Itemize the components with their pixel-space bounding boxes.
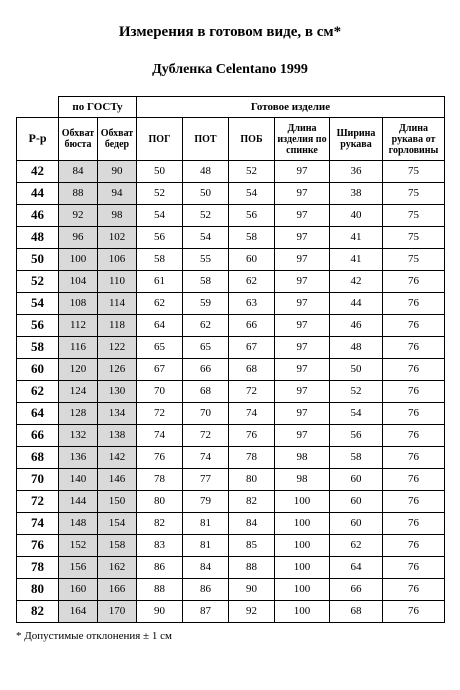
table-cell: 75 <box>383 249 445 271</box>
size-cell: 72 <box>17 491 59 513</box>
table-cell: 60 <box>330 469 383 491</box>
table-cell: 76 <box>137 447 183 469</box>
table-cell: 75 <box>383 227 445 249</box>
table-cell: 56 <box>330 425 383 447</box>
table-cell: 60 <box>229 249 275 271</box>
table-cell: 64 <box>137 315 183 337</box>
table-row <box>17 535 445 557</box>
table-cell: 55 <box>183 249 229 271</box>
table-cell: 68 <box>183 381 229 403</box>
table-row <box>17 161 445 183</box>
column-header: Обхват бюста <box>59 118 98 161</box>
table-cell: 75 <box>383 205 445 227</box>
table-cell: 72 <box>229 381 275 403</box>
table-cell: 58 <box>137 249 183 271</box>
gost-cell: 164 <box>59 601 98 623</box>
table-row <box>17 227 445 249</box>
table-cell: 82 <box>137 513 183 535</box>
table-row <box>17 601 445 623</box>
table-cell: 66 <box>229 315 275 337</box>
table-cell: 97 <box>275 271 330 293</box>
table-cell: 36 <box>330 161 383 183</box>
size-cell: 78 <box>17 557 59 579</box>
table-cell: 76 <box>383 293 445 315</box>
table-row <box>17 557 445 579</box>
size-cell: 66 <box>17 425 59 447</box>
table-row <box>17 403 445 425</box>
size-cell: 68 <box>17 447 59 469</box>
table-cell: 76 <box>383 403 445 425</box>
table-cell: 97 <box>275 337 330 359</box>
gost-cell: 158 <box>98 535 137 557</box>
table-cell: 100 <box>275 579 330 601</box>
table-row <box>17 183 445 205</box>
table-cell: 48 <box>330 337 383 359</box>
table-cell: 67 <box>229 337 275 359</box>
table-cell: 62 <box>229 271 275 293</box>
table-cell: 86 <box>137 557 183 579</box>
table-cell: 62 <box>137 293 183 315</box>
table-cell: 97 <box>275 205 330 227</box>
table-cell: 100 <box>275 513 330 535</box>
gost-cell: 122 <box>98 337 137 359</box>
size-cell: 54 <box>17 293 59 315</box>
table-cell: 90 <box>229 579 275 601</box>
table-row <box>17 447 445 469</box>
column-header: Обхват бедер <box>98 118 137 161</box>
table-cell: 38 <box>330 183 383 205</box>
gost-cell: 126 <box>98 359 137 381</box>
gost-cell: 170 <box>98 601 137 623</box>
table-cell: 52 <box>330 381 383 403</box>
table-cell: 61 <box>137 271 183 293</box>
gost-cell: 132 <box>59 425 98 447</box>
table-cell: 59 <box>183 293 229 315</box>
table-cell: 58 <box>183 271 229 293</box>
table-cell: 60 <box>330 491 383 513</box>
table-cell: 70 <box>137 381 183 403</box>
table-cell: 52 <box>137 183 183 205</box>
table-row <box>17 293 445 315</box>
gost-cell: 102 <box>98 227 137 249</box>
footnote: * Допустимые отклонения ± 1 см <box>16 630 172 642</box>
table-cell: 76 <box>383 359 445 381</box>
table-row <box>17 337 445 359</box>
size-cell: 50 <box>17 249 59 271</box>
table-cell: 76 <box>383 513 445 535</box>
gost-cell: 148 <box>59 513 98 535</box>
table-cell: 66 <box>183 359 229 381</box>
table-cell: 76 <box>383 337 445 359</box>
table-cell: 84 <box>229 513 275 535</box>
gost-cell: 112 <box>59 315 98 337</box>
table-cell: 50 <box>137 161 183 183</box>
gost-cell: 114 <box>98 293 137 315</box>
size-cell: 60 <box>17 359 59 381</box>
table-body <box>17 161 445 623</box>
table-row <box>17 271 445 293</box>
table-cell: 83 <box>137 535 183 557</box>
table-cell: 97 <box>275 183 330 205</box>
table-row <box>17 249 445 271</box>
table-cell: 98 <box>275 469 330 491</box>
size-cell: 48 <box>17 227 59 249</box>
table-cell: 50 <box>183 183 229 205</box>
size-cell: 62 <box>17 381 59 403</box>
gost-cell: 110 <box>98 271 137 293</box>
table-cell: 97 <box>275 359 330 381</box>
gost-cell: 144 <box>59 491 98 513</box>
size-table <box>16 96 445 623</box>
gost-cell: 150 <box>98 491 137 513</box>
table-cell: 67 <box>137 359 183 381</box>
page-title: Измерения в готовом виде, в см* <box>118 24 342 40</box>
finished-group-header: Готовое изделие <box>137 97 445 118</box>
table-row <box>17 491 445 513</box>
size-cell: 46 <box>17 205 59 227</box>
empty-corner-cell <box>17 97 59 118</box>
table-cell: 85 <box>229 535 275 557</box>
column-header: ПОГ <box>137 118 183 161</box>
table-cell: 98 <box>275 447 330 469</box>
gost-cell: 88 <box>59 183 98 205</box>
table-row <box>17 469 445 491</box>
table-cell: 56 <box>137 227 183 249</box>
gost-cell: 84 <box>59 161 98 183</box>
size-cell: 42 <box>17 161 59 183</box>
table-cell: 41 <box>330 249 383 271</box>
table-cell: 76 <box>383 271 445 293</box>
gost-cell: 154 <box>98 513 137 535</box>
product-subtitle: Дубленка Celentano 1999 <box>152 62 308 77</box>
table-cell: 70 <box>183 403 229 425</box>
size-cell: 80 <box>17 579 59 601</box>
gost-cell: 98 <box>98 205 137 227</box>
gost-cell: 160 <box>59 579 98 601</box>
table-cell: 50 <box>330 359 383 381</box>
table-cell: 78 <box>137 469 183 491</box>
table-cell: 74 <box>183 447 229 469</box>
gost-cell: 118 <box>98 315 137 337</box>
column-header: ПОБ <box>229 118 275 161</box>
table-cell: 52 <box>183 205 229 227</box>
table-cell: 76 <box>383 557 445 579</box>
table-cell: 41 <box>330 227 383 249</box>
table-cell: 72 <box>183 425 229 447</box>
table-cell: 88 <box>229 557 275 579</box>
gost-cell: 92 <box>59 205 98 227</box>
table-cell: 58 <box>229 227 275 249</box>
table-cell: 82 <box>229 491 275 513</box>
column-header: Длина изделия по спинке <box>275 118 330 161</box>
table-cell: 87 <box>183 601 229 623</box>
table-cell: 54 <box>183 227 229 249</box>
table-cell: 78 <box>229 447 275 469</box>
table-cell: 76 <box>383 447 445 469</box>
gost-cell: 104 <box>59 271 98 293</box>
gost-cell: 166 <box>98 579 137 601</box>
table-cell: 76 <box>383 425 445 447</box>
size-cell: 64 <box>17 403 59 425</box>
table-cell: 48 <box>183 161 229 183</box>
table-cell: 97 <box>275 161 330 183</box>
table-cell: 63 <box>229 293 275 315</box>
table-cell: 52 <box>229 161 275 183</box>
table-cell: 76 <box>383 315 445 337</box>
table-cell: 75 <box>383 161 445 183</box>
gost-cell: 130 <box>98 381 137 403</box>
size-cell: 76 <box>17 535 59 557</box>
table-cell: 54 <box>330 403 383 425</box>
table-cell: 97 <box>275 381 330 403</box>
table-cell: 74 <box>137 425 183 447</box>
table-cell: 92 <box>229 601 275 623</box>
table-cell: 68 <box>229 359 275 381</box>
size-cell: 52 <box>17 271 59 293</box>
table-cell: 88 <box>137 579 183 601</box>
table-cell: 97 <box>275 249 330 271</box>
table-cell: 81 <box>183 513 229 535</box>
table-cell: 76 <box>383 601 445 623</box>
column-header: Длина рукава от горловины <box>383 118 445 161</box>
gost-cell: 120 <box>59 359 98 381</box>
table-row <box>17 579 445 601</box>
gost-cell: 134 <box>98 403 137 425</box>
gost-cell: 94 <box>98 183 137 205</box>
gost-cell: 124 <box>59 381 98 403</box>
table-cell: 54 <box>229 183 275 205</box>
table-cell: 74 <box>229 403 275 425</box>
table-cell: 75 <box>383 183 445 205</box>
table-cell: 80 <box>229 469 275 491</box>
size-column-header: Р-р <box>17 118 59 161</box>
table-cell: 79 <box>183 491 229 513</box>
table-cell: 76 <box>383 579 445 601</box>
table-cell: 81 <box>183 535 229 557</box>
table-cell: 68 <box>330 601 383 623</box>
table-cell: 64 <box>330 557 383 579</box>
gost-cell: 162 <box>98 557 137 579</box>
size-cell: 56 <box>17 315 59 337</box>
table-row <box>17 315 445 337</box>
size-cell: 82 <box>17 601 59 623</box>
table-cell: 97 <box>275 425 330 447</box>
table-cell: 40 <box>330 205 383 227</box>
table-cell: 84 <box>183 557 229 579</box>
gost-cell: 100 <box>59 249 98 271</box>
gost-cell: 136 <box>59 447 98 469</box>
size-cell: 70 <box>17 469 59 491</box>
table-cell: 54 <box>137 205 183 227</box>
table-cell: 97 <box>275 315 330 337</box>
table-cell: 100 <box>275 535 330 557</box>
table-row <box>17 205 445 227</box>
table-cell: 42 <box>330 271 383 293</box>
table-cell: 90 <box>137 601 183 623</box>
gost-cell: 128 <box>59 403 98 425</box>
table-cell: 76 <box>383 381 445 403</box>
table-cell: 46 <box>330 315 383 337</box>
gost-cell: 146 <box>98 469 137 491</box>
size-cell: 58 <box>17 337 59 359</box>
table-cell: 97 <box>275 403 330 425</box>
table-row <box>17 513 445 535</box>
size-cell: 44 <box>17 183 59 205</box>
table-cell: 97 <box>275 227 330 249</box>
gost-cell: 152 <box>59 535 98 557</box>
table-cell: 66 <box>330 579 383 601</box>
gost-cell: 90 <box>98 161 137 183</box>
column-header: Ширина рукава <box>330 118 383 161</box>
table-cell: 86 <box>183 579 229 601</box>
gost-cell: 108 <box>59 293 98 315</box>
column-header: ПОТ <box>183 118 229 161</box>
table-cell: 76 <box>383 469 445 491</box>
gost-cell: 142 <box>98 447 137 469</box>
table-cell: 76 <box>229 425 275 447</box>
table-cell: 60 <box>330 513 383 535</box>
table-cell: 97 <box>275 293 330 315</box>
table-cell: 58 <box>330 447 383 469</box>
table-row <box>17 425 445 447</box>
table-row <box>17 359 445 381</box>
table-cell: 77 <box>183 469 229 491</box>
gost-cell: 156 <box>59 557 98 579</box>
table-cell: 76 <box>383 491 445 513</box>
table-cell: 76 <box>383 535 445 557</box>
size-cell: 74 <box>17 513 59 535</box>
table-cell: 65 <box>137 337 183 359</box>
table-cell: 44 <box>330 293 383 315</box>
gost-group-header: по ГОСТу <box>59 97 137 118</box>
table-cell: 100 <box>275 491 330 513</box>
table-cell: 100 <box>275 601 330 623</box>
table-cell: 65 <box>183 337 229 359</box>
table-cell: 100 <box>275 557 330 579</box>
gost-cell: 96 <box>59 227 98 249</box>
table-cell: 56 <box>229 205 275 227</box>
gost-cell: 140 <box>59 469 98 491</box>
table-cell: 62 <box>330 535 383 557</box>
gost-cell: 138 <box>98 425 137 447</box>
gost-cell: 106 <box>98 249 137 271</box>
table-cell: 62 <box>183 315 229 337</box>
table-cell: 72 <box>137 403 183 425</box>
table-row <box>17 381 445 403</box>
table-cell: 80 <box>137 491 183 513</box>
gost-cell: 116 <box>59 337 98 359</box>
